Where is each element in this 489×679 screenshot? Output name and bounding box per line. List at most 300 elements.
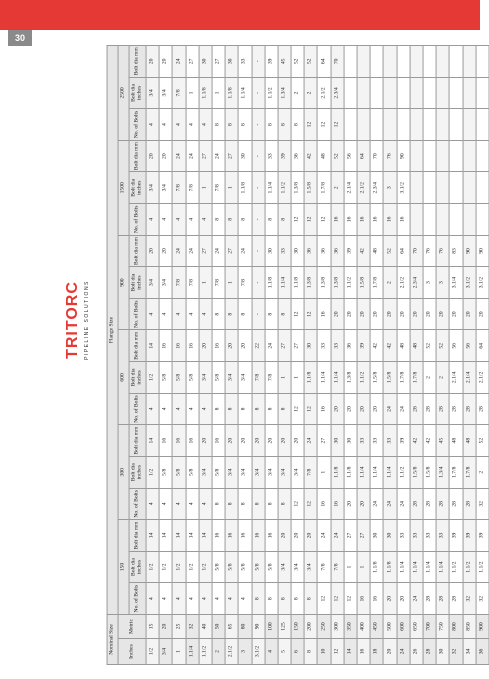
nominal-size-cell: 250 bbox=[318, 614, 331, 638]
table-cell: 20 bbox=[383, 298, 396, 330]
table-cell: 3/4 bbox=[278, 456, 291, 488]
table-cell: 48 bbox=[397, 330, 410, 362]
table-cell: 3.1/2 bbox=[463, 267, 476, 299]
table-cell bbox=[476, 172, 489, 204]
table-cell: 3/4 bbox=[304, 551, 317, 583]
table-cell: 1/2 bbox=[146, 551, 159, 583]
table-cell: 4 bbox=[172, 298, 185, 330]
table-cell: 2.1/4 bbox=[449, 362, 462, 394]
table-cell: 8 bbox=[225, 393, 238, 425]
table-cell: 1.1/8 bbox=[331, 456, 344, 488]
table-cell: 20 bbox=[370, 298, 383, 330]
table-cell: 5/8 bbox=[212, 551, 225, 583]
table-cell: 8 bbox=[212, 298, 225, 330]
sub-header: Bolt dia inches bbox=[129, 267, 146, 299]
table-cell: 39 bbox=[278, 140, 291, 172]
table-cell: 4 bbox=[186, 488, 199, 520]
table-row bbox=[357, 46, 370, 665]
table-cell: 48 bbox=[449, 425, 462, 457]
table-cell: 8 bbox=[291, 109, 304, 141]
table-cell: 33 bbox=[265, 140, 278, 172]
table-cell: 12 bbox=[318, 204, 331, 236]
table-cell bbox=[370, 46, 383, 78]
table-cell: 8 bbox=[265, 204, 278, 236]
table-cell: 4 bbox=[146, 298, 159, 330]
table-cell: 20 bbox=[291, 520, 304, 552]
table-row bbox=[212, 46, 225, 665]
table-cell: 1.3/8 bbox=[291, 172, 304, 204]
table-cell: 7/8 bbox=[186, 267, 199, 299]
table-row bbox=[304, 46, 317, 665]
nominal-size-cell: 750 bbox=[436, 614, 449, 638]
table-cell: 20 bbox=[397, 583, 410, 615]
table-cell: 28 bbox=[476, 393, 489, 425]
table-cell: 28 bbox=[436, 583, 449, 615]
nominal-size-cell: 5 bbox=[278, 639, 291, 665]
table-cell: 2 bbox=[383, 267, 396, 299]
table-cell: 14 bbox=[146, 520, 159, 552]
top-accent-bar bbox=[0, 0, 480, 30]
table-cell: 24 bbox=[212, 140, 225, 172]
table-cell: 27 bbox=[212, 46, 225, 78]
table-cell: 8 bbox=[238, 204, 251, 236]
table-cell: 48 bbox=[463, 425, 476, 457]
table-cell: 8 bbox=[212, 488, 225, 520]
table-cell: 39 bbox=[357, 330, 370, 362]
table-cell: 24 bbox=[318, 520, 331, 552]
table-cell: 3 bbox=[383, 172, 396, 204]
table-cell: 8 bbox=[278, 488, 291, 520]
table-cell: 1.5/8 bbox=[410, 456, 423, 488]
table-cell: 90 bbox=[463, 235, 476, 267]
table-cell: 27 bbox=[344, 520, 357, 552]
table-cell: 1 bbox=[199, 267, 212, 299]
table-cell: 1.1/8 bbox=[265, 267, 278, 299]
table-cell: - bbox=[252, 298, 265, 330]
table-cell: 52 bbox=[291, 46, 304, 78]
nominal-size-cell: 1/2 bbox=[146, 639, 159, 665]
table-cell bbox=[463, 172, 476, 204]
table-cell: 20 bbox=[146, 235, 159, 267]
table-cell: 16 bbox=[172, 330, 185, 362]
table-cell: 28 bbox=[449, 583, 462, 615]
table-cell: 8 bbox=[252, 393, 265, 425]
nominal-size-cell: 1.1/2 bbox=[199, 639, 212, 665]
table-cell: 1/2 bbox=[159, 551, 172, 583]
table-cell: 33 bbox=[278, 235, 291, 267]
table-cell: 1.3/8 bbox=[344, 362, 357, 394]
table-cell: 20 bbox=[357, 298, 370, 330]
table-cell: 24 bbox=[172, 46, 185, 78]
table-cell: 33 bbox=[238, 46, 251, 78]
table-cell: 36 bbox=[291, 140, 304, 172]
table-cell bbox=[370, 77, 383, 109]
table-cell: 28 bbox=[449, 488, 462, 520]
table-cell: - bbox=[252, 204, 265, 236]
table-cell: 12 bbox=[304, 488, 317, 520]
table-cell: 1.5/8 bbox=[304, 172, 317, 204]
table-cell: 3/4 bbox=[291, 456, 304, 488]
nominal-size-cell: 20 bbox=[159, 614, 172, 638]
table-cell: 20 bbox=[291, 425, 304, 457]
nominal-size-cell: 6 bbox=[291, 639, 304, 665]
table-row bbox=[252, 46, 265, 665]
table-cell: 4 bbox=[172, 393, 185, 425]
sub-header: No. of Bolts bbox=[129, 488, 146, 520]
table-cell: 4 bbox=[146, 488, 159, 520]
table-cell: 2 bbox=[291, 77, 304, 109]
nominal-size-cell: 8 bbox=[304, 639, 317, 665]
table-cell: 1 bbox=[318, 456, 331, 488]
table-cell bbox=[397, 109, 410, 141]
nominal-size-cell: 90 bbox=[252, 614, 265, 638]
nominal-size-cell: 4 bbox=[265, 639, 278, 665]
table-cell: 3/4 bbox=[199, 456, 212, 488]
table-cell: 33 bbox=[370, 425, 383, 457]
table-cell: 12 bbox=[291, 393, 304, 425]
table-cell: 30 bbox=[304, 330, 317, 362]
table-row bbox=[423, 46, 436, 665]
table-cell: 20 bbox=[476, 298, 489, 330]
table-cell: 1/2 bbox=[199, 551, 212, 583]
table-cell bbox=[449, 46, 462, 78]
sub-header: Bolt dia mm bbox=[129, 520, 146, 552]
table-cell: 90 bbox=[397, 140, 410, 172]
nominal-size-cell: 26 bbox=[410, 639, 423, 665]
nominal-size-cell: 1.1/4 bbox=[186, 639, 199, 665]
table-cell bbox=[383, 46, 396, 78]
table-cell: 27 bbox=[199, 235, 212, 267]
table-cell: 33 bbox=[318, 330, 331, 362]
table-cell: 27 bbox=[291, 330, 304, 362]
table-cell: 1.1/2 bbox=[476, 551, 489, 583]
table-row bbox=[146, 46, 159, 665]
table-cell bbox=[410, 204, 423, 236]
table-cell: 1 bbox=[225, 267, 238, 299]
table-cell: 7/8 bbox=[172, 267, 185, 299]
table-cell: 5/8 bbox=[265, 551, 278, 583]
table-cell: 20 bbox=[463, 298, 476, 330]
table-cell: 2 bbox=[423, 362, 436, 394]
table-cell: 12 bbox=[331, 583, 344, 615]
table-cell: 3/4 bbox=[159, 267, 172, 299]
table-cell: 4 bbox=[172, 583, 185, 615]
table-cell: 48 bbox=[318, 140, 331, 172]
table-cell: 20 bbox=[423, 298, 436, 330]
table-cell: 16 bbox=[186, 330, 199, 362]
table-cell: 32 bbox=[463, 583, 476, 615]
table-cell: 48 bbox=[410, 330, 423, 362]
table-cell bbox=[423, 46, 436, 78]
table-cell: 24 bbox=[397, 393, 410, 425]
table-cell bbox=[383, 77, 396, 109]
table-cell: 3/4 bbox=[225, 456, 238, 488]
nominal-size-cell: 1 bbox=[172, 639, 185, 665]
nominal-size-cell: 3.1/2 bbox=[252, 639, 265, 665]
table-cell: 8 bbox=[265, 583, 278, 615]
table-cell: 76 bbox=[436, 235, 449, 267]
table-row bbox=[344, 46, 357, 665]
table-cell: 36 bbox=[331, 235, 344, 267]
table-cell: 1.1/4 bbox=[331, 362, 344, 394]
nominal-size-cell: 500 bbox=[383, 614, 396, 638]
table-cell: 20 bbox=[331, 393, 344, 425]
table-cell: 7/8 bbox=[252, 362, 265, 394]
table-cell: 42 bbox=[357, 235, 370, 267]
table-cell: 70 bbox=[410, 235, 423, 267]
table-cell: 8 bbox=[265, 393, 278, 425]
table-cell: 39 bbox=[397, 425, 410, 457]
table-cell: 16 bbox=[265, 520, 278, 552]
table-cell: 30 bbox=[238, 140, 251, 172]
table-cell: 27 bbox=[278, 330, 291, 362]
table-cell bbox=[436, 77, 449, 109]
table-cell: 12 bbox=[344, 583, 357, 615]
table-cell: 24 bbox=[172, 140, 185, 172]
table-cell: 2.1/4 bbox=[463, 362, 476, 394]
flange-class-header: 1500 bbox=[118, 140, 129, 235]
table-cell: 30 bbox=[265, 235, 278, 267]
table-cell: 33 bbox=[383, 425, 396, 457]
table-cell: 30 bbox=[383, 520, 396, 552]
table-cell: 20 bbox=[225, 425, 238, 457]
table-cell: 14 bbox=[186, 520, 199, 552]
table-cell: 3/4 bbox=[146, 267, 159, 299]
table-cell: 8 bbox=[212, 393, 225, 425]
table-cell: 1.1/4 bbox=[436, 551, 449, 583]
table-cell: 16 bbox=[212, 425, 225, 457]
table-cell: 2.1/2 bbox=[357, 172, 370, 204]
table-cell: 16 bbox=[318, 298, 331, 330]
table-cell: 5/8 bbox=[186, 362, 199, 394]
table-cell: 64 bbox=[476, 330, 489, 362]
table-cell: 1.1/4 bbox=[357, 456, 370, 488]
table-cell: 30 bbox=[225, 46, 238, 78]
table-cell: 1 bbox=[357, 551, 370, 583]
table-cell: 14 bbox=[159, 520, 172, 552]
inches-header: Inches bbox=[118, 639, 146, 665]
nominal-size-cell: 450 bbox=[370, 614, 383, 638]
table-cell: 20 bbox=[199, 330, 212, 362]
nominal-size-cell: 350 bbox=[344, 614, 357, 638]
table-cell: 3/4 bbox=[146, 172, 159, 204]
table-cell: 20 bbox=[278, 520, 291, 552]
table-cell: 1.5/8 bbox=[370, 362, 383, 394]
table-cell: 20 bbox=[225, 330, 238, 362]
nominal-size-cell: 50 bbox=[212, 614, 225, 638]
table-cell: 28 bbox=[436, 488, 449, 520]
table-cell: 8 bbox=[265, 298, 278, 330]
table-cell: 90 bbox=[476, 235, 489, 267]
table-cell bbox=[423, 77, 436, 109]
sub-header: No. of Bolts bbox=[129, 393, 146, 425]
table-cell bbox=[383, 109, 396, 141]
table-cell: - bbox=[252, 77, 265, 109]
table-cell: 8 bbox=[278, 393, 291, 425]
table-cell: 5/8 bbox=[238, 551, 251, 583]
table-cell: 7/8 bbox=[212, 172, 225, 204]
table-cell: 4 bbox=[186, 393, 199, 425]
table-cell: 4 bbox=[172, 109, 185, 141]
table-cell: 56 bbox=[344, 140, 357, 172]
table-cell: 42 bbox=[423, 425, 436, 457]
table-cell: 3/4 bbox=[159, 172, 172, 204]
table-cell: 12 bbox=[291, 204, 304, 236]
table-cell: 5/8 bbox=[172, 362, 185, 394]
table-cell bbox=[463, 46, 476, 78]
sub-header: Bolt dia mm bbox=[129, 330, 146, 362]
table-cell bbox=[476, 46, 489, 78]
table-row bbox=[331, 46, 344, 665]
table-cell: 20 bbox=[357, 393, 370, 425]
table-cell: 4 bbox=[199, 109, 212, 141]
table-cell: 39 bbox=[463, 520, 476, 552]
nominal-size-cell: 300 bbox=[331, 614, 344, 638]
table-row bbox=[186, 46, 199, 665]
table-cell: 12 bbox=[331, 109, 344, 141]
table-cell: 8 bbox=[238, 298, 251, 330]
table-cell: 20 bbox=[357, 488, 370, 520]
nominal-size-cell: 850 bbox=[463, 614, 476, 638]
table-row bbox=[238, 46, 251, 665]
table-cell: 1.7/8 bbox=[449, 456, 462, 488]
nominal-size-cell: 400 bbox=[357, 614, 370, 638]
table-cell: 33 bbox=[436, 520, 449, 552]
table-cell: 16 bbox=[238, 520, 251, 552]
table-cell: 1 bbox=[291, 362, 304, 394]
table-cell: 8 bbox=[291, 583, 304, 615]
table-cell: 76 bbox=[423, 235, 436, 267]
nominal-size-cell: 32 bbox=[186, 614, 199, 638]
table-cell: 1.3/8 bbox=[331, 267, 344, 299]
table-cell bbox=[410, 140, 423, 172]
table-cell: 24 bbox=[331, 520, 344, 552]
table-cell: 20 bbox=[146, 46, 159, 78]
table-cell: 2.3/4 bbox=[331, 77, 344, 109]
table-cell bbox=[436, 140, 449, 172]
table-cell: 1.1/4 bbox=[318, 362, 331, 394]
table-cell: 45 bbox=[278, 46, 291, 78]
table-cell bbox=[397, 77, 410, 109]
table-cell: 8 bbox=[225, 488, 238, 520]
table-cell: 20 bbox=[159, 235, 172, 267]
table-cell bbox=[476, 140, 489, 172]
brand-tagline: PIPELINE SOLUTIONS bbox=[84, 280, 90, 360]
table-cell: 28 bbox=[463, 393, 476, 425]
table-cell: 1.3/4 bbox=[436, 456, 449, 488]
brand-name: TRITORC bbox=[64, 281, 81, 359]
table-cell: 1/2 bbox=[146, 362, 159, 394]
table-cell bbox=[436, 46, 449, 78]
table-cell: 8 bbox=[225, 109, 238, 141]
table-cell: 28 bbox=[423, 393, 436, 425]
nominal-size-cell: 30 bbox=[436, 639, 449, 665]
table-cell: 2.1/2 bbox=[397, 267, 410, 299]
table-cell: 16 bbox=[159, 425, 172, 457]
table-cell: 24 bbox=[410, 583, 423, 615]
table-cell: 1.1/2 bbox=[344, 267, 357, 299]
table-cell: 24 bbox=[304, 425, 317, 457]
table-cell: 20 bbox=[146, 140, 159, 172]
table-cell: 33 bbox=[331, 330, 344, 362]
table-cell: 2.1/2 bbox=[318, 77, 331, 109]
table-cell: 4 bbox=[186, 204, 199, 236]
table-cell: 7/8 bbox=[212, 267, 225, 299]
table-cell: 39 bbox=[265, 46, 278, 78]
table-cell: 33 bbox=[423, 520, 436, 552]
sub-header: No. of Bolts bbox=[129, 204, 146, 236]
nominal-size-cell: 2.1/2 bbox=[225, 639, 238, 665]
table-cell: 14 bbox=[146, 425, 159, 457]
sub-header: Bolt dia inches bbox=[129, 77, 146, 109]
table-cell: 16 bbox=[344, 204, 357, 236]
table-cell bbox=[476, 109, 489, 141]
table-cell: 1/2 bbox=[146, 456, 159, 488]
sub-header: Bolt dia mm bbox=[129, 46, 146, 78]
table-cell: 1.5/8 bbox=[357, 267, 370, 299]
table-cell: 70 bbox=[370, 140, 383, 172]
sub-header: No. of Bolts bbox=[129, 583, 146, 615]
flange-class-header: 150 bbox=[118, 520, 129, 615]
sub-header: Bolt dia mm bbox=[129, 140, 146, 172]
flange-class-header: 900 bbox=[118, 235, 129, 330]
table-cell: 4 bbox=[212, 583, 225, 615]
table-cell: 42 bbox=[370, 330, 383, 362]
table-cell: 3.1/4 bbox=[449, 267, 462, 299]
table-cell: 7/8 bbox=[331, 551, 344, 583]
table-row bbox=[159, 46, 172, 665]
table-cell: 20 bbox=[159, 46, 172, 78]
nominal-size-cell: 40 bbox=[199, 614, 212, 638]
table-cell: 30 bbox=[331, 425, 344, 457]
table-cell: 12 bbox=[304, 393, 317, 425]
table-cell bbox=[476, 204, 489, 236]
table-cell: 1 bbox=[344, 551, 357, 583]
table-cell: 1.3/8 bbox=[304, 267, 317, 299]
table-cell: 14 bbox=[172, 520, 185, 552]
table-row bbox=[436, 46, 449, 665]
table-cell: 4 bbox=[199, 298, 212, 330]
table-cell: 12 bbox=[291, 488, 304, 520]
table-cell: 8 bbox=[225, 298, 238, 330]
table-cell: 36 bbox=[304, 235, 317, 267]
table-cell: 3/4 bbox=[252, 456, 265, 488]
table-cell: 28 bbox=[410, 488, 423, 520]
nominal-size-cell: 700 bbox=[423, 614, 436, 638]
table-cell: 1.1/4 bbox=[265, 172, 278, 204]
table-cell: 20 bbox=[199, 425, 212, 457]
table-cell bbox=[476, 77, 489, 109]
table-cell: 24 bbox=[370, 488, 383, 520]
table-cell: 5/8 bbox=[159, 456, 172, 488]
table-cell: 8 bbox=[252, 583, 265, 615]
table-cell: 24 bbox=[265, 330, 278, 362]
table-cell: 30 bbox=[291, 235, 304, 267]
table-cell: 3 bbox=[423, 267, 436, 299]
table-cell: 16 bbox=[212, 520, 225, 552]
nominal-size-cell: 20 bbox=[383, 639, 396, 665]
table-cell: 1 bbox=[278, 362, 291, 394]
table-cell: 20 bbox=[331, 298, 344, 330]
table-cell: 33 bbox=[397, 520, 410, 552]
table-cell: 4 bbox=[199, 393, 212, 425]
table-cell: - bbox=[252, 140, 265, 172]
table-cell: 4 bbox=[186, 298, 199, 330]
table-cell: 24 bbox=[238, 235, 251, 267]
table-row bbox=[318, 46, 331, 665]
table-cell: 20 bbox=[238, 330, 251, 362]
nominal-size-cell: 32 bbox=[449, 639, 462, 665]
